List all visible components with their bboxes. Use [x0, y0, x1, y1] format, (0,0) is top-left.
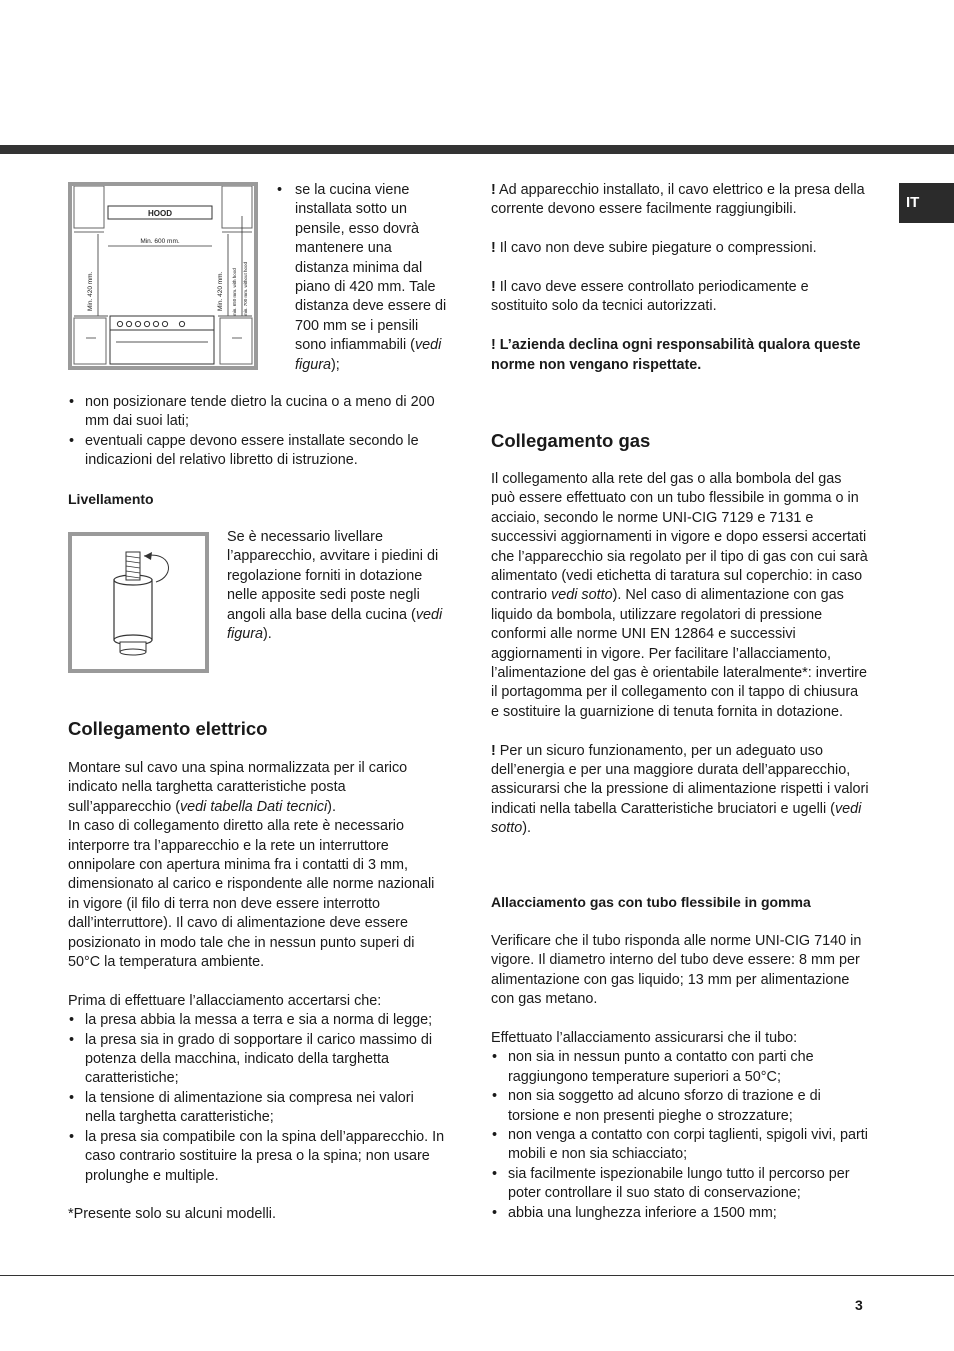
list-item: • la presa sia in grado di sopportare il carico massimo di potenza della macchina, indicato della targhetta caratteristiche; — [68, 1031, 446, 1089]
electrical-p2: In caso di collegamento diretto alla rete è necessario interporre tra l’apparecchio e la rete un interruttore onnipolare con apertura minima fra i contatti di 3 mm, dimensionato al carico e rispondente alle norme nazionali in vigore (il filo di terra non deve essere interrotto dall’interruttore). Il cavo di alimentazione deve essere posizionato in modo tale che in nessun punto superi di 50°C la temperatura ambiente. — [68, 818, 435, 971]
warning-4: L’azienda declina ogni responsabilità qualora queste norme non vengano rispettate. — [491, 337, 861, 373]
hose-section — [491, 932, 869, 1223]
without-hood-label: min. 700 mm. without hood — [243, 261, 248, 316]
header-bar — [0, 145, 954, 154]
list-item: • eventuali cappe devono essere installate secondo le indicazioni del relativo libretto di istruzione. — [68, 432, 446, 471]
gas-warning: Per un sicuro funzionamento, per un adeguato uso dell’energia e per una maggiore durata dell’apparecchio, assicurarsi che la pressione di alimentazione rispetti i valori indicati nella tabella Caratteristiche bruciatori e ugelli ( — [491, 742, 869, 817]
list-item: • la tensione di alimentazione sia compresa nei valori nella targhetta caratteristiche; — [68, 1089, 446, 1128]
intro-continuation-end: ); — [331, 356, 340, 373]
electrical-p1-ref: vedi tabella Dati tecnici — [179, 798, 328, 815]
footnote: *Presente solo su alcuni modelli. — [68, 1206, 276, 1223]
hood-clearance-figure — [68, 182, 258, 370]
list-item — [276, 181, 448, 375]
gas-p1-ref: vedi sotto — [551, 587, 613, 604]
warning-1: Ad apparecchio installato, il cavo elettrico e la presa della corrente devono essere facilmente raggiungibili. — [491, 182, 865, 218]
leveling-figure — [68, 532, 209, 673]
warning-icon: ! — [491, 742, 496, 759]
warning-2: Il cavo non deve subire piegature o compressioni. — [499, 240, 817, 257]
warning-icon: ! — [491, 240, 496, 257]
language-tab: IT — [899, 183, 954, 223]
list-item: • non venga a contatto con corpi taglienti, spigoli vivi, parti mobili e non sia schiacciato; — [491, 1126, 869, 1165]
list-item: • sia facilmente ispezionabile lungo tutto il percorso per poter controllare il suo stato di conservazione; — [491, 1165, 869, 1204]
list-item: • non sia soggetto ad alcuno sforzo di trazione e di torsione e non presenti pieghe o strozzature; — [491, 1087, 869, 1126]
leveling-text — [227, 528, 445, 644]
gas-p1-end: ). Nel caso di alimentazione con gas liquido da bombola, utilizzare regolatori di pressione conformi alle norme UNI EN 12864 e successivi aggiornamenti in vigore. Per facilitare l’allacciamento, l’alimentazione del gas è orientabile lateralmente*: invertire il portagomma per il collegamento con il tappo di chiusura e sostituire la guarnizione di tenuta fornita in dotazione. — [491, 587, 867, 720]
electrical-section — [68, 759, 446, 1225]
hood-clearance-diagram — [72, 186, 254, 366]
list-item: • non posizionare tende dietro la cucina o a meno di 200 mm dai suoi lati; — [68, 393, 446, 432]
leveling-foot-diagram — [72, 536, 205, 669]
leveling-text-main: Se è necessario livellare l’apparecchio, avvitare i piedini di regolazione forniti in dotazione nelle apposite sedi poste negli angoli alla base della cucina ( — [227, 529, 439, 623]
electrical-p3: Prima di effettuare l’allacciamento accertarsi che: — [68, 992, 382, 1009]
intro-see-figure: vedi figura — [295, 337, 442, 373]
hose-p1: Verificare che il tubo risponda alle norme UNI-CIG 7140 in vigore. Il diametro interno del tubo deve essere: 8 mm per alimentazione con gas liquido; 13 mm per alimentazione con gas metano. — [491, 933, 862, 1008]
intro-bullet-text: se la cucina viene installata sotto un pensile, esso dovrà mantenere una distanza minima dal piano di 420 mm. — [295, 182, 423, 296]
intro-continuation: Tale distanza deve essere di 700 mm se i pensili sono infiammabili ( — [295, 279, 447, 354]
gas-warning-end: ). — [522, 820, 531, 837]
leveling-see-figure: vedi figura — [227, 606, 443, 643]
right-height-label: Min. 420 mm. — [217, 271, 224, 311]
electrical-heading: Collegamento elettrico — [68, 718, 268, 739]
hood-label: HOOD — [148, 209, 172, 218]
gas-p1: Il collegamento alla rete del gas o alla bombola del gas può essere effettuato con un tubo flessibile in gomma o in acciaio, secondo le norme UNI-CIG 7129 e 7131 e successivi aggiornamenti in vigore e dopo essersi accertati che l’apparecchio sia regolato per il tipo di gas con cui sarà alimentato (vedi etichetta di taratura sul coperchio: in caso contrario — [491, 471, 868, 604]
list-item: • non sia in nessun punto a contatto con parti che raggiungono temperature superiori a 50°C; — [491, 1048, 869, 1087]
hose-p2: Effettuato l’allacciamento assicurarsi che il tubo: — [491, 1030, 798, 1047]
warning-icon: ! — [491, 337, 496, 354]
list-item: • abbia una lunghezza inferiore a 1500 mm; — [491, 1204, 869, 1223]
electrical-p1: Montare sul cavo una spina normalizzata per il carico indicato nella targhetta caratteristiche posta sull’apparecchio ( — [68, 760, 408, 815]
gas-warning-ref: vedi sotto — [491, 800, 862, 837]
gas-section — [491, 470, 869, 839]
leveling-text-end: ). — [263, 626, 272, 643]
left-height-label: Min. 420 mm. — [87, 271, 94, 311]
page-number: 3 — [855, 1297, 863, 1313]
width-dimension-label: Min. 600 mm. — [140, 238, 180, 245]
list-item: • la presa abbia la messa a terra e sia a norma di legge; — [68, 1011, 446, 1030]
hose-heading: Allacciamento gas con tubo flessibile in gomma — [491, 894, 811, 910]
footer-rule — [0, 1275, 954, 1276]
install-bullets — [68, 393, 446, 471]
with-hood-label: min. 650 mm. with hood — [232, 268, 237, 316]
leveling-heading: Livellamento — [68, 491, 154, 507]
warning-icon: ! — [491, 182, 496, 198]
warnings-section — [491, 181, 869, 375]
intro-bullet — [276, 181, 448, 375]
warning-icon: ! — [491, 279, 496, 295]
electrical-p1-end: ). — [327, 798, 336, 815]
gas-heading: Collegamento gas — [491, 430, 651, 451]
warning-3: Il cavo deve essere controllato periodicamente e sostituito solo da tecnici autorizzati. — [491, 279, 809, 315]
list-item: • la presa sia compatibile con la spina dell’apparecchio. In caso contrario sostituire la presa o la spina; non usare prolunghe e multiple. — [68, 1128, 446, 1186]
